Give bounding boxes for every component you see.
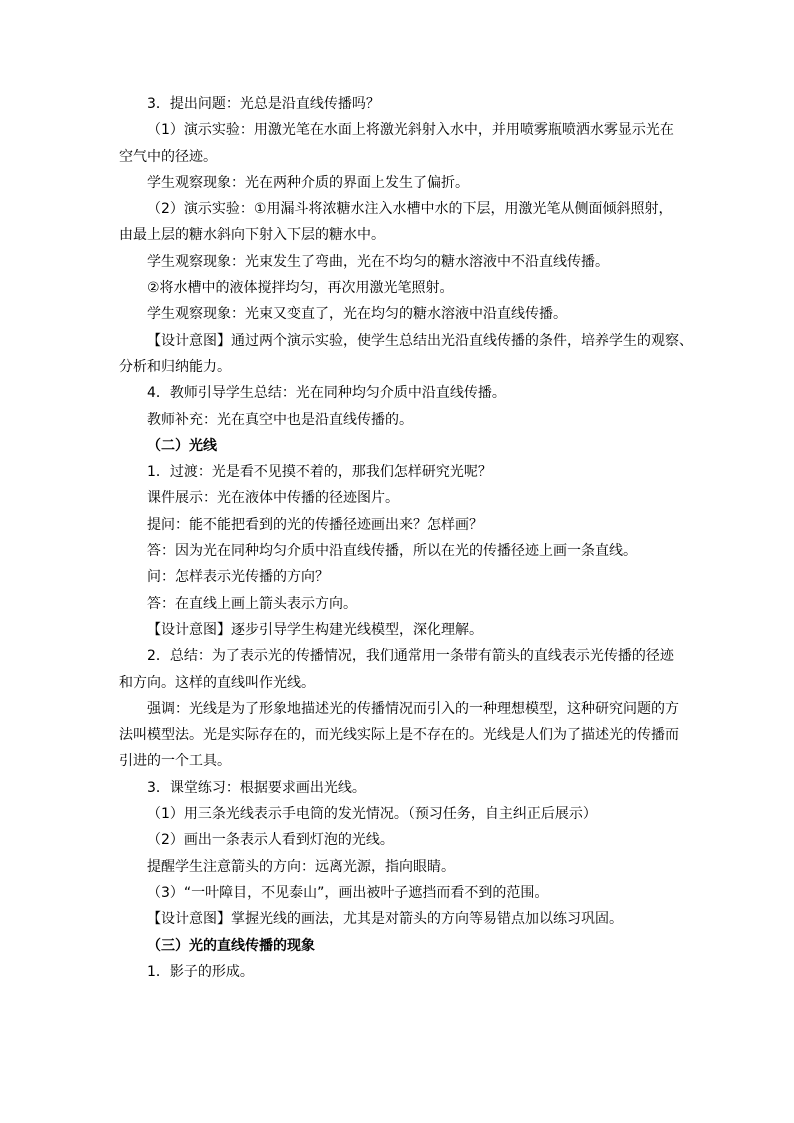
text-line: 3．提出问题：光总是沿直线传播吗？: [147, 96, 380, 112]
text-line: 答：在直线上画上箭头表示方向。: [147, 595, 357, 612]
text-line: 提问：能不能把看到的光的传播径迹画出来？怎样画？: [147, 516, 483, 533]
text-line: 学生观察现象：光在两种介质的界面上发生了偏折。: [147, 174, 469, 191]
text-line: 3．课堂练习：根据要求画出光线。: [147, 779, 366, 796]
text-line: 由最上层的糖水斜向下射入下层的糖水中。: [119, 227, 385, 244]
text-line: ②将水槽中的液体搅拌均匀，再次用激光笔照射。: [147, 280, 454, 297]
text-line: 和方向。这样的直线叫作光线。: [119, 674, 315, 691]
text-line: 强调：光线是为了形象地描述光的传播情况而引入的一种理想模型，这种研究问题的方: [147, 700, 679, 717]
text-line: 分析和归纳能力。: [119, 358, 231, 375]
design-intent-line: 【设计意图】掌握光线的画法，尤其是对箭头的方向等易错点加以练习巩固。: [147, 911, 623, 928]
text-line: 引进的一个工具。: [119, 753, 231, 770]
section-heading: （二）光线: [147, 437, 217, 454]
document-body: [119, 91, 693, 985]
text-line: 法叫模型法。光是实际存在的，而光线实际上是不存在的。光线是人们为了描述光的传播而: [119, 727, 679, 744]
section-heading: （三）光的直线传播的现象: [147, 937, 315, 954]
text-line: （1）演示实验：用激光笔在水面上将激光斜射入水中，并用喷雾瓶喷洒水雾显示光在: [147, 122, 674, 139]
text-line: 教师补充：光在真空中也是沿直线传播的。: [147, 411, 413, 428]
text-line: 学生观察现象：光束发生了弯曲，光在不均匀的糖水溶液中不沿直线传播。: [147, 253, 609, 270]
text-line: 空气中的径迹。: [119, 148, 217, 165]
design-intent-line: 【设计意图】通过两个演示实验，使学生总结出光沿直线传播的条件，培养学生的观察、: [147, 332, 693, 349]
text-line: 答：因为光在同种均匀介质中沿直线传播，所以在光的传播径迹上画一条直线。: [147, 543, 637, 560]
text-line: 课件展示：光在液体中传播的径迹图片。: [147, 490, 399, 507]
design-intent-line: 【设计意图】逐步引导学生构建光线模型，深化理解。: [147, 621, 483, 638]
text-line: 4．教师引导学生总结：光在同种均匀介质中沿直线传播。: [147, 385, 506, 402]
text-line: （3）“一叶障目，不见泰山”，画出被叶子遮挡而看不到的范围。: [147, 884, 549, 901]
text-line: 1．过渡：光是看不见摸不着的，那我们怎样研究光呢？: [147, 464, 492, 481]
text-line: 1．影子的形成。: [147, 963, 254, 980]
text-line: 2．总结：为了表示光的传播情况，我们通常用一条带有箭头的直线表示光传播的径迹: [147, 648, 674, 665]
text-line: （2）演示实验：①用漏斗将浓糖水注入水槽中水的下层，用激光笔从侧面倾斜照射，: [147, 201, 673, 218]
text-line: 问：怎样表示光传播的方向？: [147, 569, 329, 586]
text-line: 学生观察现象：光束又变直了，光在均匀的糖水溶液中沿直线传播。: [147, 306, 567, 323]
text-line: （1）用三条光线表示手电筒的发光情况。（预习任务，自主纠正后展示）: [147, 806, 597, 823]
text-line: 提醒学生注意箭头的方向：远离光源，指向眼睛。: [147, 858, 455, 875]
text-line: （2）画出一条表示人看到灯泡的光线。: [147, 832, 394, 849]
